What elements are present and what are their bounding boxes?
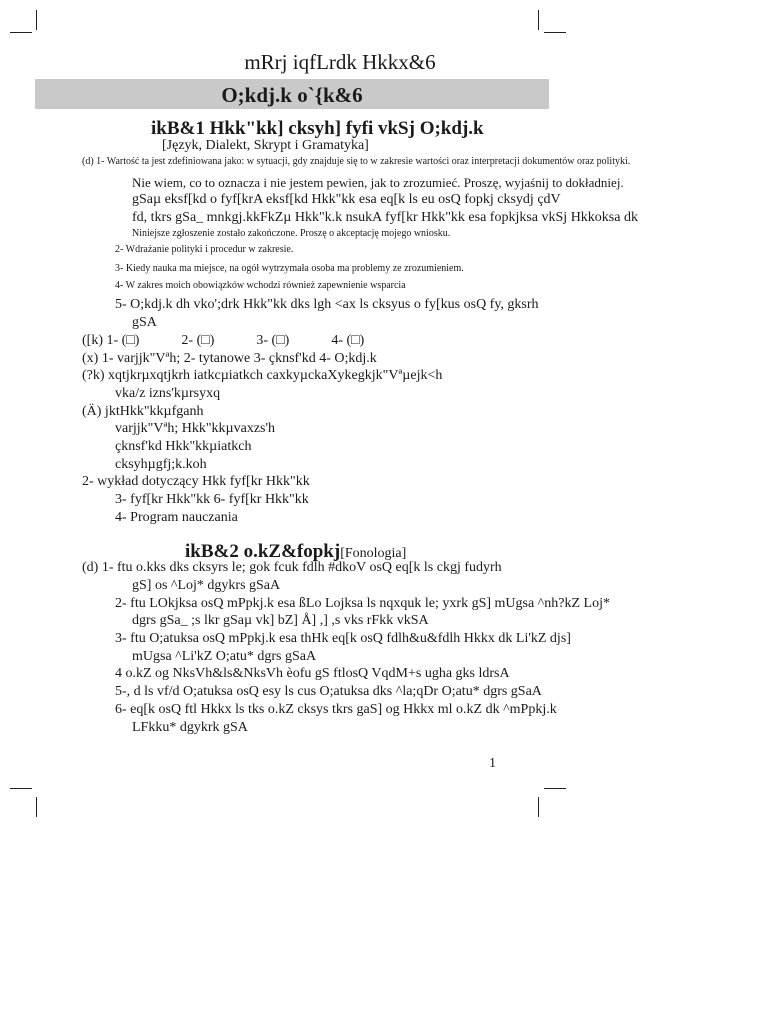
crop-mark [544,32,566,33]
text-line: ([k) 1- (□) 2- (□) 3- (□) 4- (□) [82,333,365,348]
section-subheading: [Język, Dialekt, Skrypt i Gramatyka] [162,138,369,153]
text-line: (d) 1- ftu o.kks dks cksyrs le; gok fcuk fdlh #dkoV osQ eq[k ls ckgj fudyrh [82,560,502,575]
crop-mark [10,788,32,789]
crop-mark [538,10,539,30]
text-line: LFkku* dgykrk gSA [132,720,248,735]
text-line: 2- wykład dotyczący Hkk fyf[kr Hkk"kk [82,474,310,489]
text-line: 2- Wdrażanie polityki i procedur w zakresie. [115,244,294,255]
text-line: 5- O;kdj.k dh vko';drk Hkk"kk dks lgh <ax ls cksyus o fy[kus osQ fy, gksrh [115,297,539,312]
crop-mark [544,788,566,789]
text-line: 3- ftu O;atuksa osQ mPpkj.k esa thHk eq[k osQ fdlh&u&fdlh Hkkx dk Li'kZ djs] [115,631,571,646]
text-line: mUgsa ^Li'kZ O;atu* dgrs gSaA [132,649,317,664]
text-line: (?k) xqtjkrµxqtjkrh iatkcµiatkch caxkyµckaXykegkjk"Vªµejk<h [82,368,443,383]
text-line: 3- Kiedy nauka ma miejsce, na ogół wytrzymała osoba ma problemy ze zrozumieniem. [115,263,464,274]
text-line: 5-, d ls vf/d O;atuksa osQ esy ls cus O;atuksa dks ^la;qDr O;atu* dgrs gSaA [115,684,542,699]
text-line: (Ä) jktHkk"kkµfganh [82,404,204,419]
page-number: 1 [489,756,496,771]
chapter-banner-title: O;kdj.k o`{k&6 [221,83,363,107]
section-heading: ikB&1 Hkk"kk] cksyh] fyfi vkSj O;kdj.k [151,118,484,139]
section-subheading: [Fonologia] [340,546,407,561]
text-line: dgrs gSa_ ;s lkr gSaµ vk] bZ] Å] ,] ,s vks rFkk vkSA [132,613,429,628]
text-line: gSA [132,315,157,330]
text-line: vka/z izns'kµrsyxq [115,386,221,401]
text-line: gS] os ^Loj* dgykrs gSaA [132,578,281,593]
text-line: 3- fyf[kr Hkk"kk 6- fyf[kr Hkk"kk [115,492,309,507]
crop-mark [538,797,539,817]
text-line: cksyhµgfj;k.koh [115,457,207,472]
text-line: 6- eq[k osQ ftl Hkkx ls tks o.kZ cksys tkrs gaS] og Hkkx ml o.kZ dk ^mPpkj.k [115,702,557,717]
text-line: 4 o.kZ og NksVh&ls&NksVh èofu gS ftlosQ VqdM+s ugha gks ldrsA [115,666,510,681]
crop-mark [10,32,32,33]
crop-mark [36,797,37,817]
crop-mark [36,10,37,30]
section-heading: ikB&2 o.kZ&fopkj [185,541,341,562]
text-line: 4- Program nauczania [115,510,238,525]
text-line: 2- ftu LOkjksa osQ mPpkj.k esa ßLo Lojksa ls nqxquk le; yxrk gS] mUgsa ^nh?kZ Loj* [115,596,610,611]
text-line: 4- W zakres moich obowiązków wchodzi również zapewnienie wsparcia [115,280,406,291]
chapter-banner [35,79,549,109]
section-heading-group [185,542,406,561]
text-line: gSaµ eksf[kd o fyf[krA eksf[kd Hkk"kk esa eq[k ls eu osQ fopkj cksydj çdV [132,192,561,207]
text-line: (x) 1- varjjk"Vªh; 2- tytanowe 3- çknsf'kd 4- O;kdj.k [82,351,377,366]
text-line: çknsf'kd Hkk"kkµiatkch [115,439,252,454]
text-line: varjjk"Vªh; Hkk"kkµvaxzs'h [115,421,276,436]
text-line: (d) 1- Wartość ta jest zdefiniowana jako: w sytuacji, gdy znajduje się to w zakresie wartości oraz interpretacji dokumentów oraz polityki. [82,156,631,167]
page-header-title: mRrj iqfLrdk Hkkx&6 [244,50,436,74]
text-line: Nie wiem, co to oznacza i nie jestem pewien, jak to zrozumieć. Proszę, wyjaśnij to dokładniej. [132,175,624,190]
text-line: fd, tkrs gSa_ mnkgj.kkFkZµ Hkk"k.k nsukA fyf[kr Hkk"kk esa fopkjksa vkSj Hkkoksa dk [132,210,638,225]
text-line: Niniejsze zgłoszenie zostało zakończone. Proszę o akceptację mojego wniosku. [132,228,451,239]
